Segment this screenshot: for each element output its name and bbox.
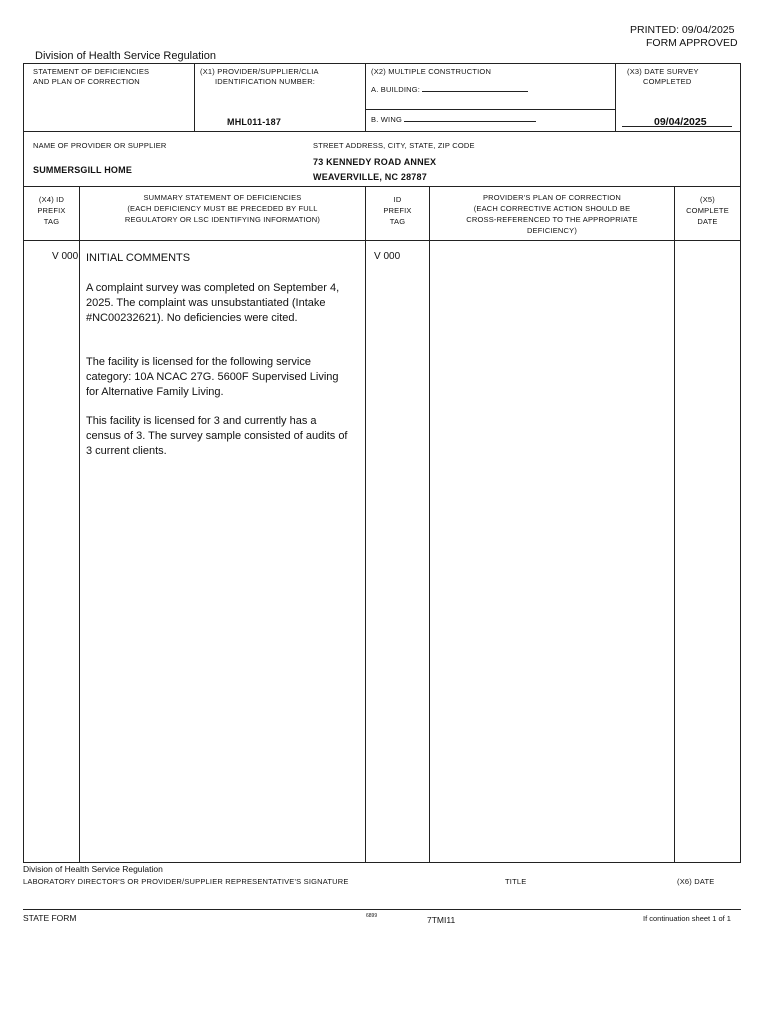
survey-date: 09/04/2025 (654, 116, 707, 128)
header-row-bottom (23, 240, 741, 241)
form-approved: FORM APPROVED (646, 37, 738, 49)
provider-name: SUMMERSGILL HOME (33, 165, 133, 175)
col-x4-header: (X4) ID PREFIX TAG (37, 195, 66, 226)
building-label: A. BUILDING: (371, 85, 421, 94)
entry-paragraph-3: This facility is licensed for 3 and currently has a census of 3. The survey sample consisted of audits of 3 current clients. (86, 415, 348, 457)
statement-label-1: STATEMENT OF DEFICIENCIES (33, 67, 150, 76)
row2-bottom (23, 186, 741, 187)
frame-right (740, 63, 741, 863)
signature-label: LABORATORY DIRECTOR'S OR PROVIDER/SUPPLIER REPRESENTATIVE'S SIGNATURE (23, 877, 349, 886)
frame-left (23, 63, 24, 863)
provider-id: MHL011-187 (227, 117, 282, 127)
entry-paragraph-1: A complaint survey was completed on September 4, 2025. The complaint was unsubstantiated (Intake #NC00232621). No deficiencies were cited. (86, 282, 340, 324)
footer-agency: Division of Health Service Regulation (23, 864, 163, 874)
frame-bottom (23, 862, 741, 863)
wing-label: B. WING (371, 115, 402, 124)
footer-rule (23, 909, 741, 910)
wing-row (371, 114, 536, 124)
continuation-sheet: If continuation sheet 1 of 1 (643, 914, 731, 923)
x1-label-1: (X1) PROVIDER/SUPPLIER/CLIA (200, 67, 319, 76)
title-label: TITLE (505, 877, 527, 886)
address-line-1: 73 KENNEDY ROAD ANNEX (313, 157, 437, 167)
col-divider-1 (79, 186, 80, 862)
col-divider-2 (365, 186, 366, 862)
x2-label: (X2) MULTIPLE CONSTRUCTION (371, 67, 492, 76)
provider-label: NAME OF PROVIDER OR SUPPLIER (33, 141, 167, 150)
row1-bottom (23, 131, 741, 132)
building-blank (422, 84, 528, 92)
statement-label-2: AND PLAN OF CORRECTION (33, 77, 140, 86)
building-row (371, 84, 528, 94)
entry-heading: INITIAL COMMENTS (86, 252, 191, 264)
address-label: STREET ADDRESS, CITY, STATE, ZIP CODE (313, 141, 475, 150)
col-summary-header: SUMMARY STATEMENT OF DEFICIENCIES (EACH DEFICIENCY MUST BE PRECEDED BY FULL REGULATORY OR LSC IDENTIFYING INFORMATION) (124, 193, 321, 224)
col-divider-3 (429, 186, 430, 862)
divider-x3 (615, 63, 616, 131)
agency-name: Division of Health Service Regulation (35, 50, 216, 62)
frame-top (23, 63, 741, 64)
divider-x1 (194, 63, 195, 131)
divider-building-wing (365, 109, 615, 110)
x3-label-2: COMPLETED (643, 77, 692, 86)
tag-right: V 000 (374, 251, 401, 262)
x1-label-2: IDENTIFICATION NUMBER: (215, 77, 316, 86)
event-id: 7TMI11 (427, 915, 456, 925)
x6-date-label: (X6) DATE (677, 877, 715, 886)
state-form-label: STATE FORM (23, 913, 77, 923)
address-line-2: WEAVERVILLE, NC 28787 (313, 172, 427, 182)
form-code: 6899 (366, 913, 378, 919)
col-x5-header: (X5) COMPLETE DATE (686, 195, 729, 226)
col-plan-header: PROVIDER'S PLAN OF CORRECTION (EACH CORRECTIVE ACTION SHOULD BE CROSS-REFERENCED TO THE APPROPRIATE DEFICIENCY) (466, 193, 638, 235)
tag-left: V 000 (52, 251, 79, 262)
col-id-header: ID PREFIX TAG (383, 195, 412, 226)
printed-date: PRINTED: 09/04/2025 (630, 24, 735, 36)
wing-blank (404, 114, 536, 122)
col-divider-4 (674, 186, 675, 862)
divider-x2 (365, 63, 366, 131)
entry-paragraph-2: The facility is licensed for the following service category: 10A NCAC 27G. 5600F Supervised Living for Alternative Family Living. (86, 356, 339, 398)
x3-label-1: (X3) DATE SURVEY (627, 67, 699, 76)
